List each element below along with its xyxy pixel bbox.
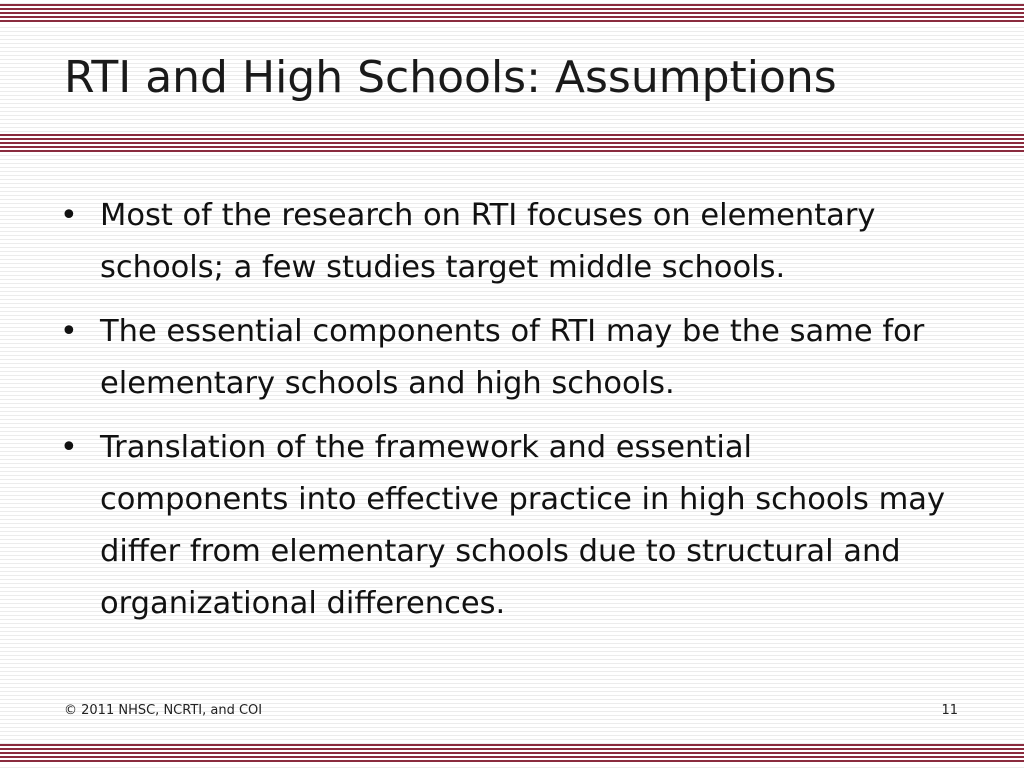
- bullet-text: The essential components of RTI may be the same for elementary schools and high schools.: [100, 314, 925, 401]
- slide-title: RTI and High Schools: Assumptions: [64, 52, 837, 103]
- bullet-item: [56, 422, 946, 630]
- footer-copyright: © 2011 NHSC, NCRTI, and COI: [64, 703, 263, 718]
- bullet-item: [56, 190, 946, 294]
- bullet-text: Translation of the framework and essential components into effective practice in high schools may differ from elementary schools due to structural and organizational differences.: [100, 430, 946, 621]
- bullet-icon: •: [60, 430, 78, 465]
- bullet-icon: •: [60, 314, 78, 349]
- title-divider-band: [0, 134, 1024, 154]
- bullet-text: Most of the research on RTI focuses on elementary schools; a few studies target middle schools.: [100, 198, 876, 285]
- bullet-item: [56, 306, 946, 410]
- bullet-list: [56, 190, 946, 642]
- top-decorative-band: [0, 4, 1024, 24]
- bullet-icon: •: [60, 198, 78, 233]
- bottom-decorative-band: [0, 744, 1024, 764]
- slide-number: 11: [941, 703, 958, 718]
